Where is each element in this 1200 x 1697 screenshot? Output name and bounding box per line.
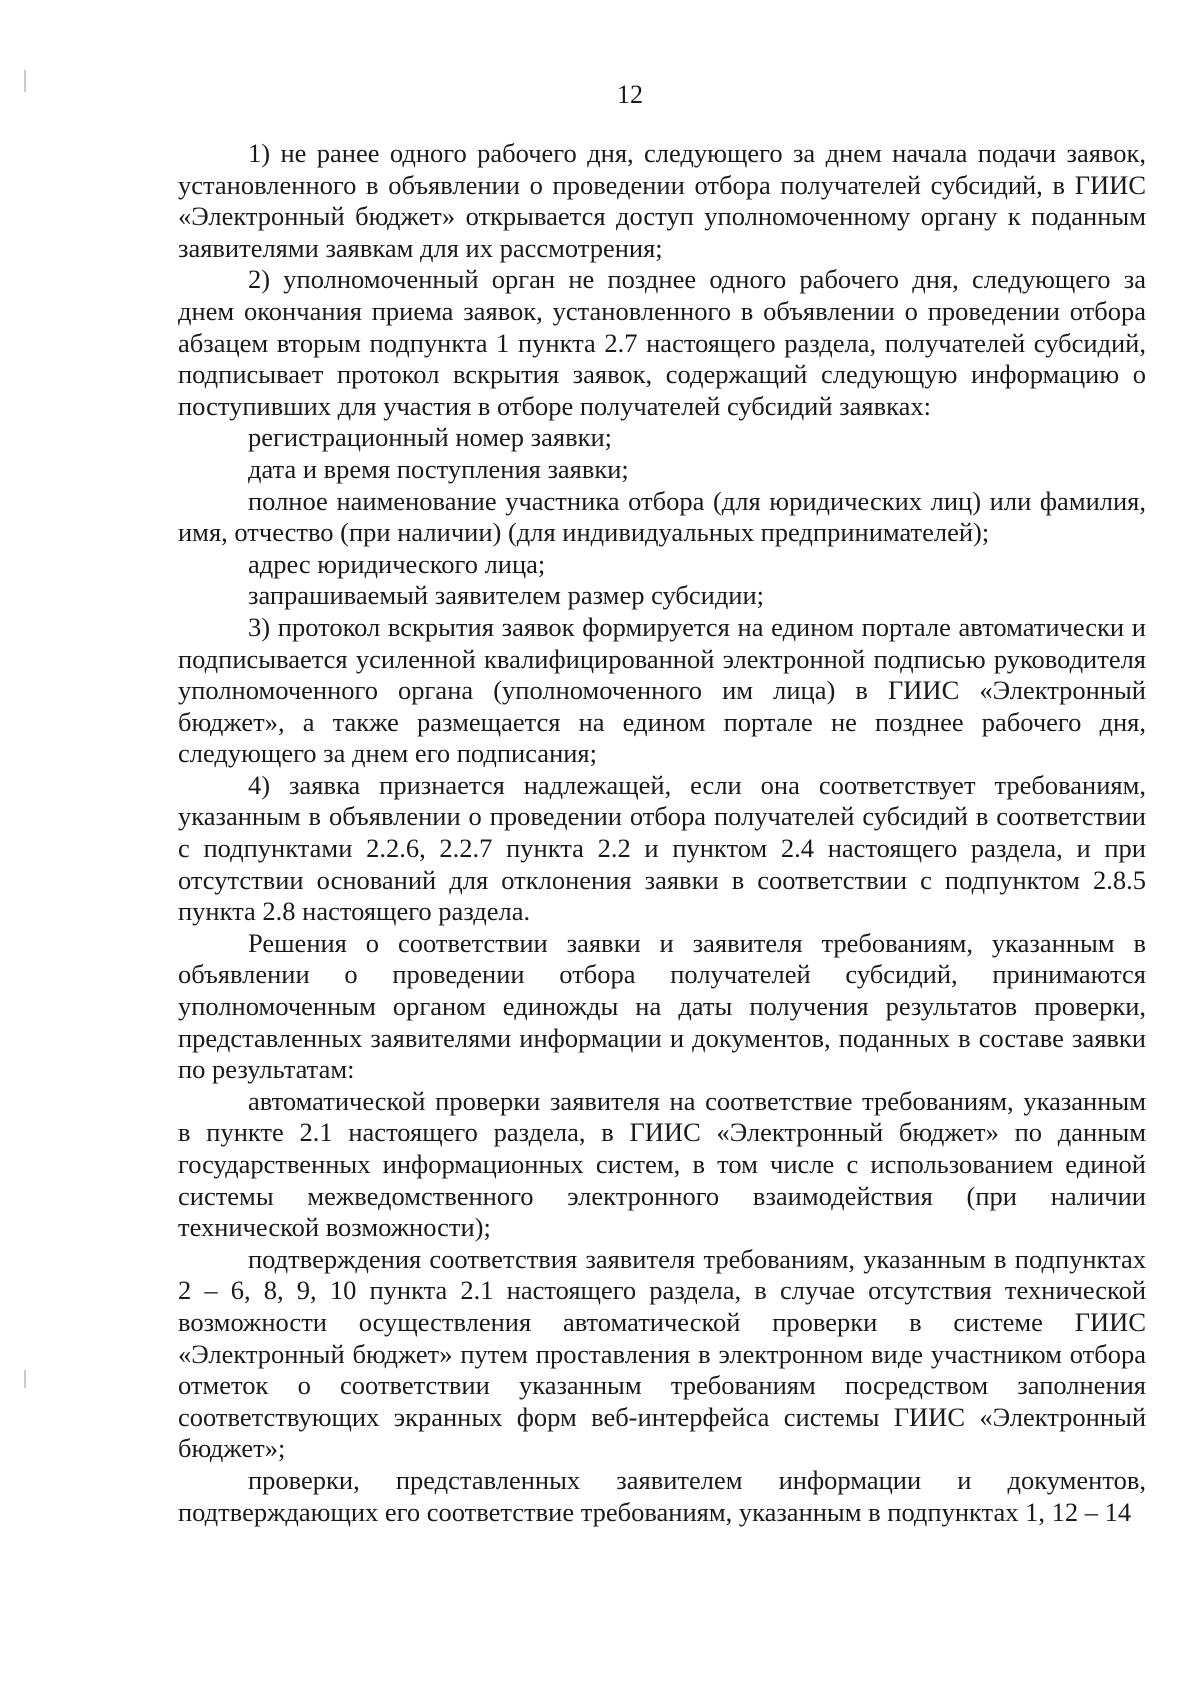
scan-edge-mark [24, 1370, 26, 1388]
list-entry-subsidy-amount: запрашиваемый заявителем размер субсидии; [248, 580, 765, 611]
paragraph-item-1: 1) не ранее одного рабочего дня, следующего за днем начала подачи заявок, установленного в объявлении о проведении отбора получателей субсидий, в ГИИС «Электронный бюджет» открывается доступ уполномоченному органу к поданным заявителями заявкам для их рассмотрения; [178, 138, 1146, 263]
paragraph-document-check: проверки, представленных заявителем информации и документов, подтверждающих его соответствие требованиям, указанным в подпунктах 1, 12 – 14 [178, 1464, 1146, 1527]
list-entry-full-name: полное наименование участника отбора (для юридических лиц) или фамилия, имя, отчество (при наличии) (для индивидуальных предпринимателей); [178, 485, 1146, 548]
paragraph-automatic-check: автоматической проверки заявителя на соответствие требованиям, указанным в пункте 2.1 настоящего раздела, в ГИИС «Электронный бюджет» по данным государственных информационных систем, в том числе с использованием единой системы межведомственного электронного взаимодействия (при наличии технической возможности); [178, 1085, 1146, 1243]
paragraph-decisions: Решения о соответствии заявки и заявителя требованиям, указанным в объявлении о проведении отбора получателей субсидий, принимаются уполномоченным органом единожды на даты получения результатов проверки, представленных заявителями информации и документов, поданных в составе заявки по результатам: [178, 927, 1146, 1085]
paragraph-item-3: 3) протокол вскрытия заявок формируется на едином портале автоматически и подписывается усиленной квалифицированной электронной подписью руководителя уполномоченного органа (уполномоченного им лица) в ГИИС «Электронный бюджет», а также размещается на едином портале не позднее рабочего дня, следующего за днем его подписания; [178, 611, 1146, 769]
paragraph-item-4: 4) заявка признается надлежащей, если она соответствует требованиям, указанным в объявлении о проведении отбора получателей субсидий в соответствии с подпунктами 2.2.6, 2.2.7 пункта 2.2 и пунктом 2.4 настоящего раздела, и при отсутствии оснований для отклонения заявки в соответствии с подпунктом 2.8.5 пункта 2.8 настоящего раздела. [178, 769, 1146, 927]
list-entry-legal-address: адрес юридического лица; [248, 548, 546, 579]
page-number: 12 [617, 80, 643, 109]
document-body [178, 138, 1146, 1528]
list-entry-registration-number: регистрационный номер заявки; [248, 422, 613, 453]
paragraph-item-2: 2) уполномоченный орган не позднее одного рабочего дня, следующего за днем окончания приема заявок, установленного в объявлении о проведении отбора абзацем вторым подпункта 1 пункта 2.7 настоящего раздела, получателей субсидий, подписывает протокол вскрытия заявок, содержащий следующую информацию о поступивших для участия в отборе получателей субсидий заявках: [178, 264, 1146, 421]
paragraph-confirmation: подтверждения соответствия заявителя требованиям, указанным в подпунктах 2 – 6, 8, 9, 10 пункта 2.1 настоящего раздела, в случае отсутствия технической возможности осуществления автоматической проверки в системе ГИИС «Электронный бюджет» путем проставления в электронном виде участником отбора отметок о соответствии указанным требованиям посредством заполнения соответствующих экранных форм веб-интерфейса системы ГИИС «Электронный бюджет»; [178, 1243, 1146, 1464]
list-entry-date-time: дата и время поступления заявки; [248, 453, 629, 484]
